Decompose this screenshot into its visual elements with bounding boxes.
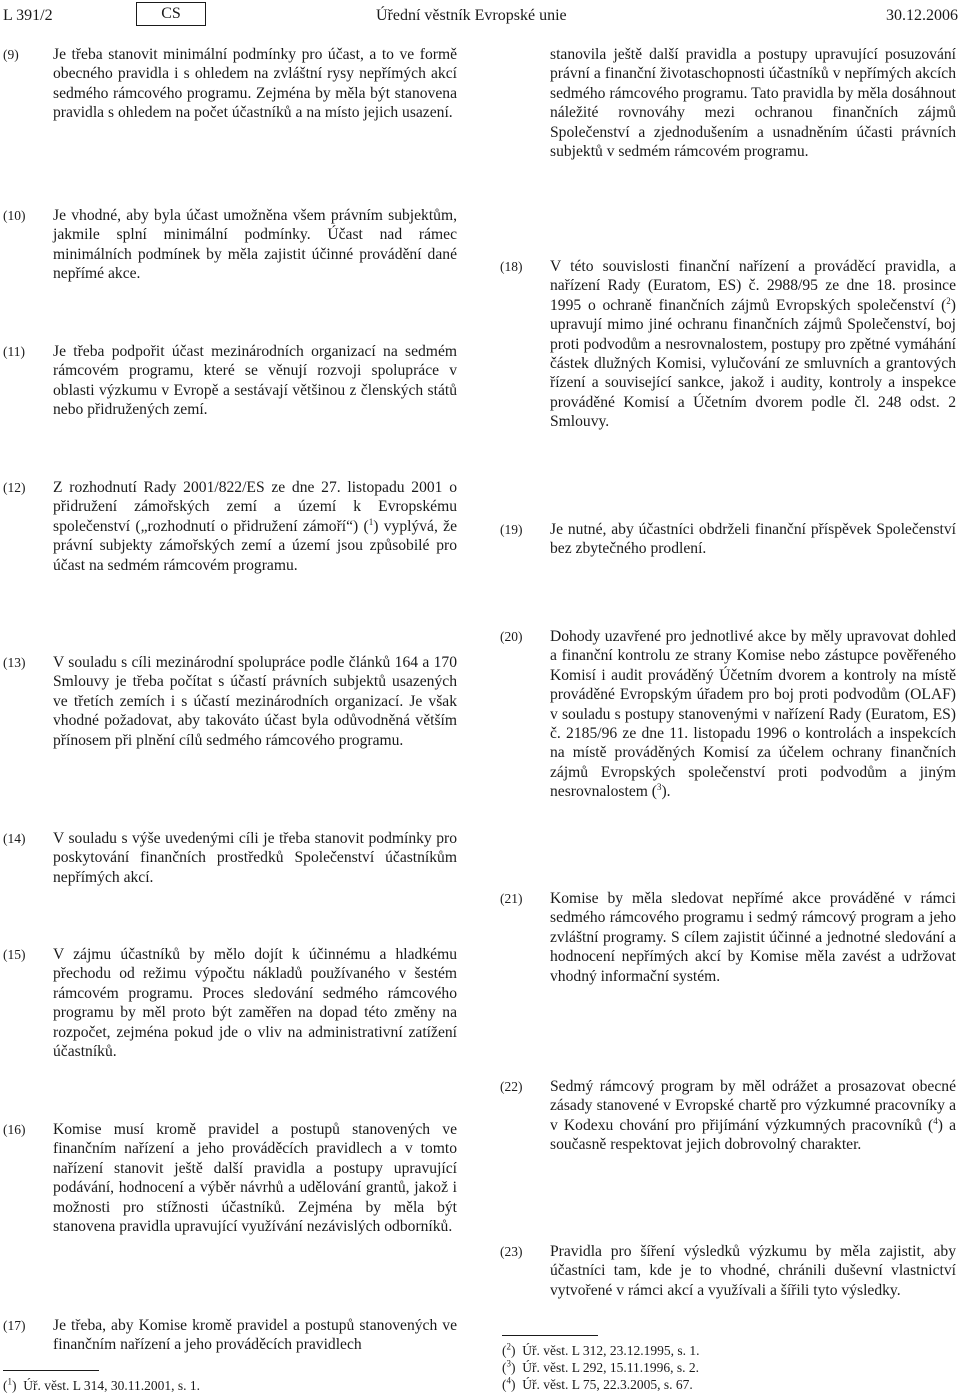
recital-number: (12) [3, 480, 26, 495]
recital-text-part: ) upravují mimo jiné ochranu finančních zájmů Společenství, boj proti podvodům a nesrovnalostem, postupy pro zpětné vymáhání částek dlužných Komisi, vylučování ze smluvních a grantových řízení a související sankce, jakož i audity, kontroly a inspekce prováděné Komisí a Účetním dvorem podle čl. 248 odst. 2 Smlouvy. [550, 296, 956, 431]
recital-text: Je vhodné, aby byla účast umožněna všem právním subjektům, jakmile splní minimální podmínky. Účast nad rámec minimálních podmínek by měla zajistit účinné provádění dané nepřímé akce. [53, 207, 457, 283]
footnote-4: ($^4$) Úř. věst. L 75, 22.3.2005, s. 67. [502, 1375, 693, 1392]
footnote-text: Úř. věst. L 292, 15.11.1996, s. 2. [522, 1360, 699, 1375]
recital-17-continuation: stanovila ještě další pravidla a postupy upravující posuzování právní a finanční životaschopnosti účastníků v nepřímých akcích sedmého rámcového programu. Tato pravidla by měla dosáhnout náležité rovnováhy mezi ochranou finančních zájmů Společenství a zjednodušením a usnadněním účasti právních subjektů v sedmém rámcovém programu. [550, 46, 956, 161]
footnote-reference: 1 [368, 516, 374, 527]
recital-text: Je třeba podpořit účast mezinárodních organizací na sedmém rámcovém programu, které se věnují rozvoji spolupráce v oblasti výzkumu v Evropě a sestávají většinou z členských států nebo přidružených zemí. [53, 343, 457, 419]
recital-number: (20) [500, 629, 523, 644]
publication-date: 30.12.2006 [886, 7, 958, 24]
recital-text: Je třeba, aby Komise kromě pravidel a postupů stanovených ve finančním nařízení a jeho prováděcích pravidlech [53, 1317, 457, 1354]
recital-number: (13) [3, 655, 26, 670]
recital-text-part: Z rozhodnutí Rady 2001/822/ES ze dne 27. listopadu 2001 o přidružení zámořských zemí a území k Evropskému společenství („rozhodnutí o přidružení zámoří“) ( [53, 479, 457, 535]
recital-text [53, 478, 457, 575]
recital-number: (19) [500, 522, 523, 537]
recital-number: (14) [3, 831, 26, 846]
recital-text: V souladu s cíli mezinárodní spolupráce podle článků 164 a 170 Smlouvy je třeba počítat s účastí právních subjektů usazených ve třetích zemích i s účastí mezinárodních organizací. Je však vhodné požadovat, aby takováto účast byla odůvodněná větším přínosem při plnění cílů sedmého rámcového programu. [53, 654, 457, 749]
recital-number: (18) [500, 259, 523, 274]
recital-text: V souladu s výše uvedenými cíli je třeba stanovit podmínky pro poskytování finančních prostředků Společenství účastníkům nepřímých akcí. [53, 830, 457, 886]
footnote-text: Úř. věst. L 314, 30.11.2001, s. 1. [23, 1378, 200, 1393]
recital-number: (10) [3, 208, 26, 223]
footnote-marker: 4 [506, 1375, 511, 1386]
recital-number: (23) [500, 1244, 523, 1259]
footnote-text: Úř. věst. L 75, 22.3.2005, s. 67. [522, 1377, 693, 1392]
recital-text-part: ) vyplývá, že právní subjekty zámořských zemí a území jsou způsobilé pro účast na sedmém rámcovém programu. [53, 517, 458, 574]
journal-title: Úřední věstník Evropské unie [376, 7, 567, 24]
recital-text: Je nutné, aby účastníci obdrželi finanční příspěvek Společenství bez zbytečného prodlení. [550, 521, 956, 558]
recital-number: (21) [500, 891, 523, 906]
footnote-marker: 1 [7, 1376, 12, 1387]
recital-number: (17) [3, 1318, 26, 1333]
right-column [500, 0, 958, 1397]
footnote-marker: 2 [506, 1341, 511, 1352]
recital-text: Komise musí kromě pravidel a postupů stanovených ve finančním nařízení a jeho prováděcích pravidlech a v tomto nařízení stanovit ještě další pravidla a postupy upravující podávání, hodnocení a výběr návrhů a udělování grantů, jakož i možnosti pro stížnosti účastníků. Zejména by měla být stanovena pravidla upravující využívání nezávislých odborníků. [53, 1121, 457, 1236]
recital-number: (15) [3, 947, 26, 962]
recital-text-part: V této souvislosti finanční nařízení a prováděcí pravidla, a nařízení Rady (Euratom, ES) č. 2988/95 ze dne 18. prosince 1995 o ochraně finančních zájmů Evropských společenství ( [550, 258, 956, 314]
footnote-text: Úř. věst. L 312, 23.12.1995, s. 1. [522, 1343, 700, 1358]
recital-text [550, 257, 956, 432]
recital-number: (16) [3, 1122, 26, 1137]
footnote-marker: 3 [506, 1358, 511, 1369]
footnote-1: ($^1$) Úř. věst. L 314, 30.11.2001, s. 1. [3, 1376, 200, 1393]
recital-number: (9) [3, 47, 19, 62]
recital-text [550, 1077, 956, 1155]
footnote-3: ($^3$) Úř. věst. L 292, 15.11.1996, s. 2. [502, 1358, 699, 1375]
recital-text: V zájmu účastníků by mělo dojít k účinnému a hladkému přechodu od režimu výpočtu nákladů používaného v šestém rámcovém programu. Proces sledování sedmého rámcového programu by měl proto být zaměřen na dopad této změny na rozpočet, zejména pokud jde o vliv na administrativní zatížení účastníků. [53, 946, 457, 1061]
recital-text-part: Sedmý rámcový program by měl odrážet a prosazovat obecné zásady stanovené v Evropské chartě pro výzkumné pracovníky a v Kodexu chování pro přijímání výzkumných pracovníků ( [550, 1078, 956, 1134]
footnote-reference: 2 [946, 295, 951, 306]
left-column [0, 0, 458, 1397]
recital-text: Pravidla pro šíření výsledků výzkumu by měla zajistit, aby účastníci tam, kde je to vhodné, chránili duševní vlastnictví vytvořené v rámci akcí a využívali a šířili tyto výsledky. [550, 1243, 956, 1299]
footnote-separator [502, 1335, 598, 1336]
recital-number: (22) [500, 1079, 523, 1094]
recital-text-part: ) a současně respektovat jejich dobrovolný charakter. [550, 1116, 956, 1154]
recital-text: Je třeba stanovit minimální podmínky pro účast, a to ve formě obecného pravidla i s ohledem na zvláštní rysy nepřímých akcí sedmého rámcového programu. Zejména by měla být stanovena pravidla s ohledem na počet účastníků a na místo jejich usazení. [53, 46, 457, 122]
recital-number: (11) [3, 344, 25, 359]
footnote-2: ($^2$) Úř. věst. L 312, 23.12.1995, s. 1. [502, 1341, 700, 1358]
recital-text: Komise by měla sledovat nepřímé akce prováděné v rámci sedmého rámcového programu i sedmý rámcový program a jeho zvláštní programy. S cílem zajistit účinné a jednotné sledování a hodnocení nepřímých akcí by Komise měla zavést a udržovat vhodný informační systém. [550, 890, 956, 985]
language-badge: CS [136, 2, 206, 26]
recital-text-part: ). [661, 783, 671, 801]
recital-text [550, 627, 956, 802]
footnote-reference: 4 [933, 1115, 938, 1126]
footnote-reference: 3 [656, 782, 662, 793]
footnote-separator [3, 1370, 99, 1371]
page-reference: L 391/2 [3, 7, 53, 24]
recital-text-part: Dohody uzavřené pro jednotlivé akce by měly upravovat dohled a finanční kontrolu ze strany Komise nebo zástupce pověřeného Komisí i audit prováděný Účetním dvorem a kontroly na místě prováděné Evropským úřadem pro boj proti podvodům (OLAF) v souladu s postupy stanovenými v nařízení Rady (Euratom, ES) č. 2185/96 ze dne 11. listopadu 1996 o kontrolách a inspekcích na místě prováděných Komisí za účelem ochrany finančních zájmů Evropských společenství proti podvodům a jiným nesrovnalostem ( [550, 628, 956, 801]
